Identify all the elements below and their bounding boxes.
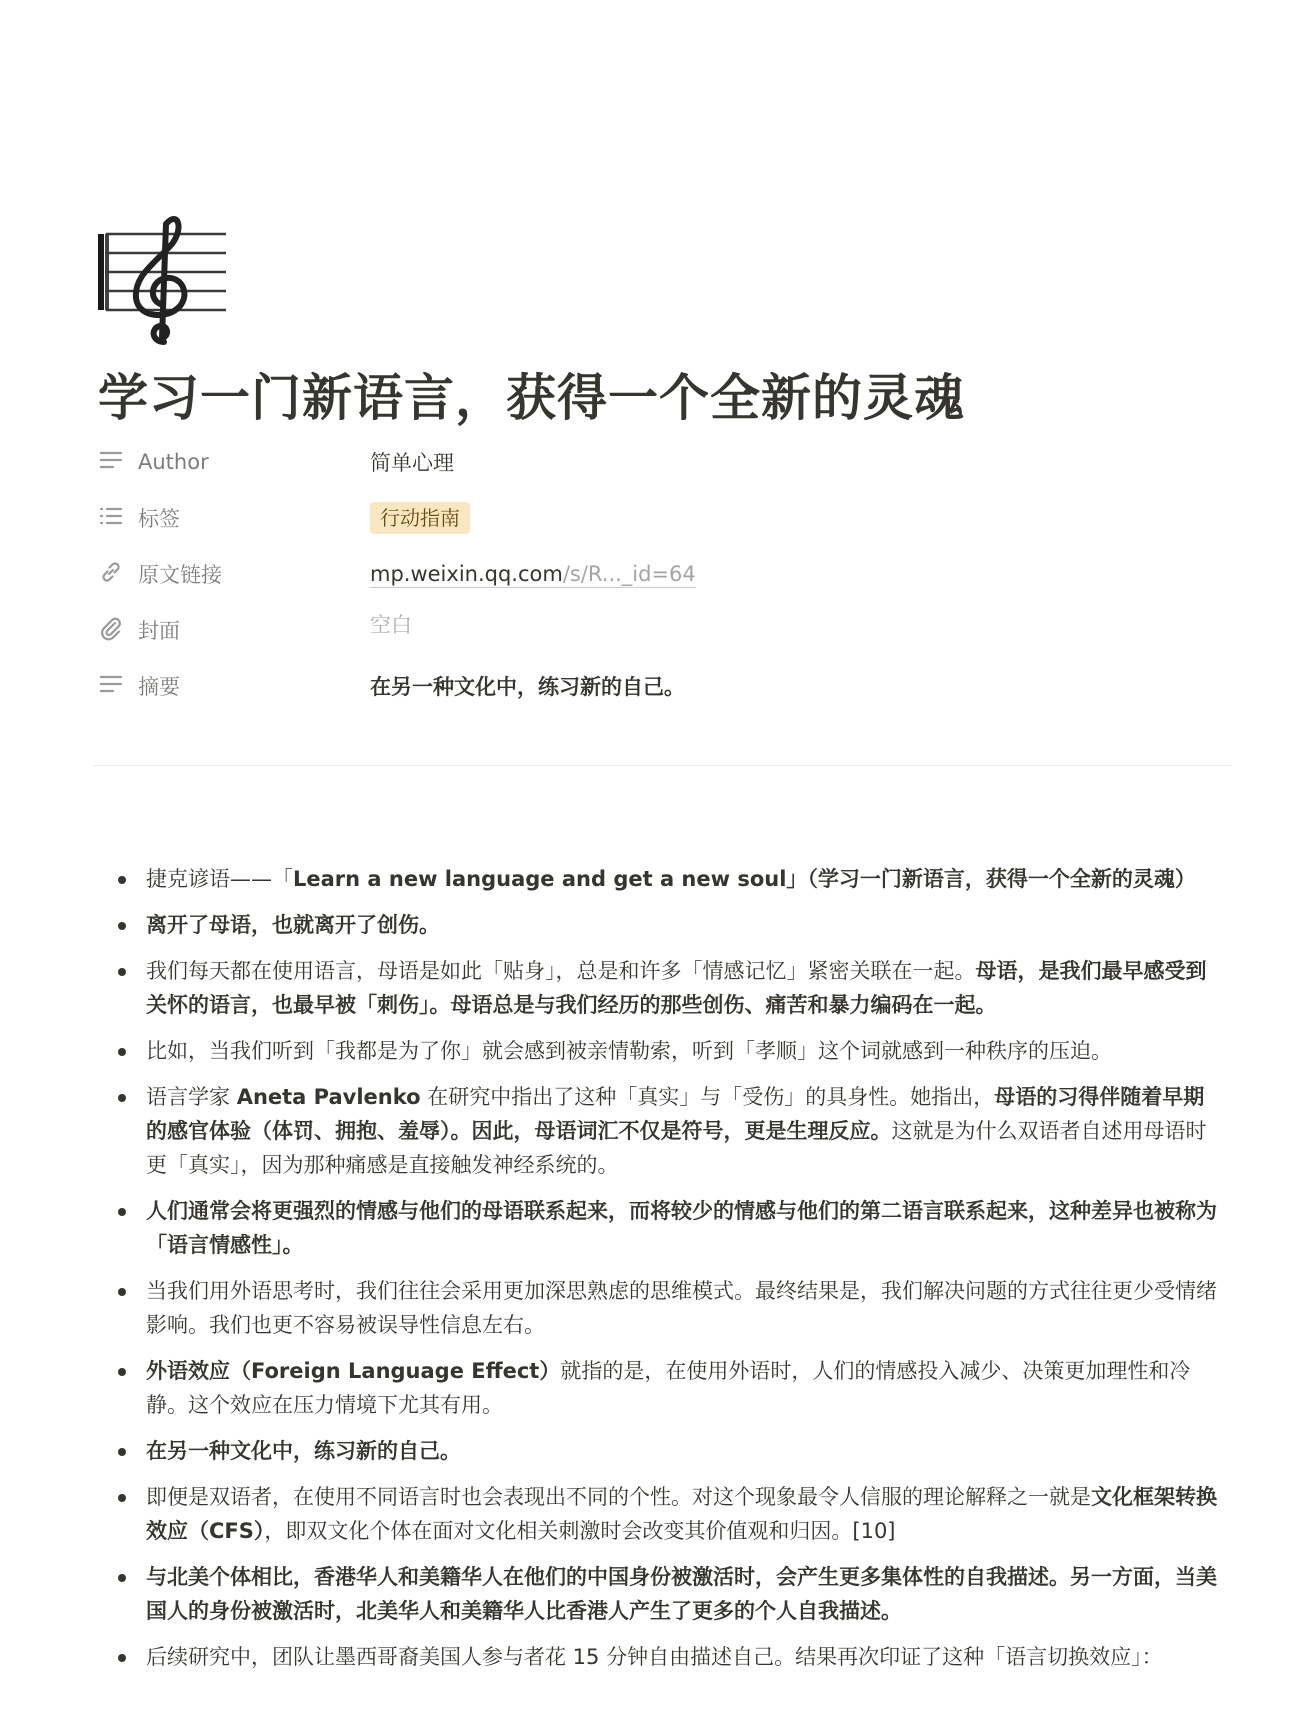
bullet-item[interactable] (98, 862, 1223, 896)
property-key[interactable] (98, 608, 180, 652)
property-key-label: 标签 (138, 507, 180, 531)
page-title[interactable]: 学习一门新语言，获得一个全新的灵魂 (98, 369, 965, 427)
source-url-link[interactable] (370, 561, 696, 588)
property-row-source-link[interactable] (98, 552, 1238, 596)
property-key[interactable] (98, 496, 180, 540)
tag-chip[interactable]: 行动指南 (370, 502, 470, 534)
text: ，即双文化个体在面对文化相关刺激时会改变其价值观和归因。[10] (264, 1519, 896, 1543)
bold-text: Learn a new language and get a new soul」（学习一门新语言，获得一个全新的灵魂） (293, 867, 1196, 891)
bullet-item[interactable] (98, 1640, 1223, 1674)
text: 当我们用外语思考时，我们往往会采用更加深思熟虑的思维模式。最终结果是，我们解决问题的方式往往更少受情绪影响。我们也更不容易被误导性信息左右。 (146, 1279, 1217, 1337)
link-icon (98, 559, 138, 590)
bold-text: 母语的习得伴随着早期的感官体验（体罚、拥抱、羞辱）。因此，母语词汇不仅是符号，更是生理反应。 (146, 1085, 1205, 1143)
bold-text: 人们通常会将更强烈的情感与他们的母语联系起来，而将较少的情感与他们的第二语言联系起来，这种差异也被称为「语言情感性」。 (146, 1199, 1217, 1257)
property-key[interactable] (98, 664, 180, 708)
text: 即便是双语者，在使用不同语言时也会表现出不同的个性。对这个现象最令人信服的理论解释之一就是 (146, 1485, 1091, 1509)
bullet-item[interactable] (98, 1560, 1223, 1628)
bold-text: 离开了母语，也就离开了创伤。 (146, 913, 440, 937)
text: 在研究中指出了这种「真实」与「受伤」的具身性。她指出， (420, 1085, 995, 1109)
property-row-cover[interactable] (98, 608, 1238, 652)
bold-text: 外语效应（Foreign Language Effect） (146, 1359, 561, 1383)
summary-value: 在另一种文化中，练习新的自己。 (370, 675, 685, 699)
bold-text: 文化框架转换效应（CFS） (146, 1485, 1217, 1543)
property-key[interactable] (98, 552, 222, 596)
property-row-tags[interactable] (98, 496, 1238, 540)
bold-text: 与北美个体相比，香港华人和美籍华人在他们的中国身份被激活时，会产生更多集体性的自我描述。另一方面，当美国人的身份被激活时，北美华人和美籍华人比香港人产生了更多的个人自我描述。 (146, 1565, 1217, 1623)
text-lines-icon (98, 671, 138, 702)
property-key-label: 封面 (138, 619, 180, 643)
bullet-item[interactable] (98, 1274, 1223, 1342)
page-content (98, 862, 1223, 1686)
empty-value: 空白 (370, 613, 412, 637)
text: 比如，当我们听到「我都是为了你」就会感到被亲情勒索，听到「孝顺」这个词就感到一种秩序的压迫。 (146, 1039, 1112, 1063)
text: 语言学家 (146, 1085, 237, 1109)
text: 这就是为什么双语者自述用母语时更「真实」，因为那种痛感是直接触发神经系统的。 (146, 1119, 1207, 1177)
property-value[interactable] (370, 496, 470, 540)
property-value[interactable] (370, 552, 696, 596)
bulleted-list (98, 862, 1223, 1674)
text: 我们每天都在使用语言，母语是如此「贴身」，总是和许多「情感记忆」紧密关联在一起。 (146, 959, 976, 983)
property-key-label: 摘要 (138, 675, 180, 699)
bullet-item[interactable] (98, 908, 1223, 942)
author-value: 简单心理 (370, 451, 454, 475)
bold-text: 在另一种文化中，练习新的自己。 (146, 1439, 461, 1463)
property-row-summary[interactable] (98, 664, 1238, 708)
url-host: mp.weixin.qq.com (370, 561, 563, 586)
text: 后续研究中，团队让墨西哥裔美国人参与者花 15 分钟自由描述自己。结果再次印证了这种「语言切换效应」： (146, 1645, 1163, 1669)
bullet-item[interactable] (98, 1194, 1223, 1262)
bullet-item[interactable] (98, 1434, 1223, 1468)
bullet-item[interactable] (98, 1480, 1223, 1548)
list-icon (98, 503, 138, 534)
property-key[interactable] (98, 440, 209, 484)
bullet-item[interactable] (98, 1080, 1223, 1182)
divider (92, 765, 1232, 766)
bold-text: 母语，是我们最早感受到关怀的语言，也最早被「刺伤」。母语总是与我们经历的那些创伤、痛苦和暴力编码在一起。 (146, 959, 1207, 1017)
treble-clef-music-staff-icon[interactable] (98, 214, 228, 346)
property-key-label: Author (138, 450, 209, 474)
url-path: /s/R..._id=64 (562, 561, 696, 586)
paperclip-icon (98, 615, 138, 646)
bullet-item[interactable] (98, 954, 1223, 1022)
property-value[interactable] (370, 602, 412, 646)
text: 就指的是，在使用外语时，人们的情感投入减少、决策更加理性和冷静。这个效应在压力情境下尤其有用。 (146, 1359, 1191, 1417)
property-row-author[interactable] (98, 440, 1238, 484)
text-lines-icon (98, 447, 138, 478)
bullet-item[interactable] (98, 1354, 1223, 1422)
property-key-label: 原文链接 (138, 563, 222, 587)
bullet-item[interactable] (98, 1034, 1223, 1068)
bold-text: Aneta Pavlenko (236, 1085, 421, 1109)
property-value[interactable] (370, 440, 454, 484)
property-value[interactable] (370, 664, 685, 708)
text: 捷克谚语——「 (146, 867, 293, 891)
